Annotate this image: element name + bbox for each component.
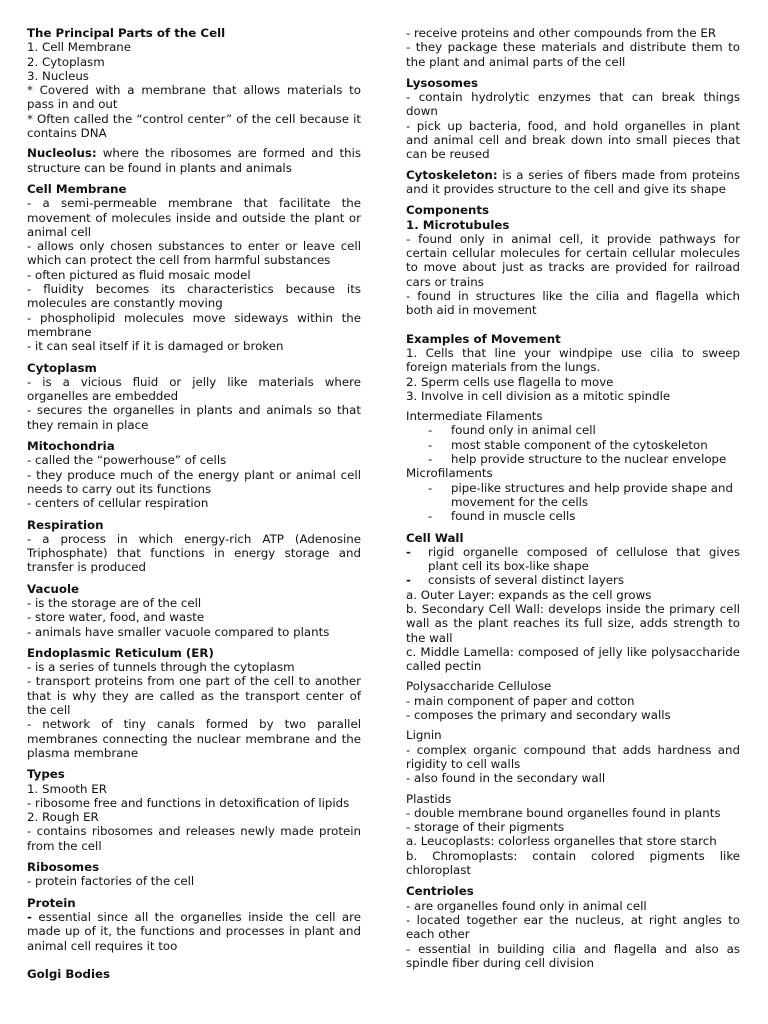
microtubules-line: - found in structures like the cilia and flagella which both aid in movement <box>406 289 740 318</box>
types-heading: Types <box>27 767 65 782</box>
cell-membrane-line: - it can seal itself if it is damaged or broken <box>27 339 284 354</box>
cell-membrane-line: - a semi-permeable membrane that facilitate the movement of molecules inside and outside the plant or animal cell <box>27 196 361 239</box>
intermediate-item <box>406 438 740 452</box>
cell-wall-item-text: consists of several distinct layers <box>428 573 625 588</box>
mitochondria-heading: Mitochondria <box>27 439 115 454</box>
lignin-title: Lignin <box>406 728 442 743</box>
cell-wall-line: b. Secondary Cell Wall: develops inside the primary cell wall as the plant reaches its full size, adds strength to the wall <box>406 601 740 645</box>
cytoplasm-heading: Cytoplasm <box>27 360 97 375</box>
cell-wall-line: a. Outer Layer: expands as the cell grows <box>406 587 652 602</box>
dash-bullet-icon: - <box>428 452 433 467</box>
movement-line: 3. Involve in cell division as a mitotic spindle <box>406 388 671 403</box>
respiration-line: - a process in which energy-rich ATP (Adenosine Triphosphate) that functions in energy storage and transfer is produced <box>27 531 361 575</box>
types-line: 2. Rough ER <box>27 810 99 825</box>
types-line: - ribosome free and functions in detoxification of lipids <box>27 795 350 810</box>
er-line: - network of tiny canals formed by two parallel membranes connecting the nuclear membrane and the plasma membrane <box>27 717 361 760</box>
cell-membrane-line: - phospholipid molecules move sideways within the membrane <box>27 310 361 339</box>
cell-membrane-line: - allows only chosen substances to enter or leave cell which can protect the cell from harmful substances <box>27 239 361 268</box>
cell-membrane-line: - fluidity becomes its characteristics because its molecules are constantly moving <box>27 282 361 311</box>
dash-bullet-icon: - <box>406 544 411 559</box>
plastids-line: - double membrane bound organelles found in plants <box>406 805 721 820</box>
spacer <box>27 953 361 960</box>
microfilaments-item <box>406 509 740 523</box>
document-title: The Principal Parts of the Cell <box>27 26 226 40</box>
vacuole-line: - store water, food, and waste <box>27 610 205 625</box>
microtubules-line: - found only in animal cell, it provide pathways for certain cellular molecules for certain cellular molecules to move about just as tracks are provided for railroad cars or trains <box>406 231 740 289</box>
golgi-line: - receive proteins and other compounds from the ER <box>406 26 717 40</box>
cell-wall-line: c. Middle Lamella: composed of jelly like polysaccharide called pectin <box>406 644 740 674</box>
cellulose-line: - main component of paper and cotton <box>406 693 635 708</box>
nucleolus-paragraph <box>27 146 361 175</box>
dash-bullet-icon: - <box>428 509 433 524</box>
respiration-heading: Respiration <box>27 517 104 532</box>
mitochondria-line: - centers of cellular respiration <box>27 496 209 511</box>
intermediate-item-text: help provide structure to the nuclear envelope <box>451 452 727 467</box>
dash-bullet-icon: - <box>428 437 433 452</box>
vacuole-line: - animals have smaller vacuole compared to plants <box>27 624 330 639</box>
golgi-heading: Golgi Bodies <box>27 966 111 981</box>
cytoplasm-line: - secures the organelles in plants and animals so that they remain in place <box>27 403 361 432</box>
vacuole-heading: Vacuole <box>27 581 79 596</box>
er-line: - transport proteins from one part of the cell to another that is why they are called as the transport center of the cell <box>27 674 361 718</box>
cytoskeleton-label: Cytoskeleton: <box>406 167 498 182</box>
part-item: 2. Cytoplasm <box>27 54 105 69</box>
centrioles-line: - essential in building cilia and flagella and also as spindle fiber during cell division <box>406 941 740 970</box>
components-heading: Components <box>406 203 490 218</box>
microfilaments-item-text: pipe-like structures and help provide shape and movement for the cells <box>451 480 733 509</box>
protein-line <box>27 910 361 953</box>
plastids-title: Plastids <box>406 791 452 806</box>
spacer <box>406 318 740 325</box>
cell-wall-item <box>406 545 740 574</box>
movement-heading: Examples of Movement <box>406 331 561 346</box>
dash-bullet-icon: - <box>428 423 433 438</box>
cellulose-title: Polysaccharide Cellulose <box>406 679 552 694</box>
cell-wall-heading: Cell Wall <box>406 530 464 545</box>
er-heading: Endoplasmic Reticulum (ER) <box>27 645 214 660</box>
cytoplasm-line: - is a vicious fluid or jelly like materials where organelles are embedded <box>27 374 361 404</box>
centrioles-line: - located together ear the nucleus, at right angles to each other <box>406 912 740 942</box>
mitochondria-line: - they produce much of the energy plant or animal cell needs to carry out its functions <box>27 467 361 496</box>
dash-bullet-icon: - <box>428 480 433 495</box>
cytoskeleton-paragraph <box>406 168 740 197</box>
cell-membrane-heading: Cell Membrane <box>27 181 127 196</box>
intermediate-item-text: most stable component of the cytoskeleton <box>451 437 708 452</box>
nucleus-note: * Covered with a membrane that allows materials to pass in and out <box>27 83 361 112</box>
intermediate-item-text: found only in animal cell <box>451 423 596 438</box>
cell-wall-item-text: rigid organelle composed of cellulose that gives plant cell its box-like shape <box>428 544 740 574</box>
lysosomes-heading: Lysosomes <box>406 75 478 90</box>
golgi-line: - they package these materials and distribute them to the plant and animal parts of the cell <box>406 40 740 69</box>
nucleolus-text: where the ribosomes are formed and this structure can be found in plants and animals <box>27 146 361 175</box>
right-column <box>406 26 740 970</box>
part-item: 3. Nucleus <box>27 68 89 83</box>
microfilaments-item-text: found in muscle cells <box>451 509 576 524</box>
dash-bullet-icon: - <box>406 573 411 588</box>
left-column <box>27 26 361 981</box>
movement-line: 2. Sperm cells use flagella to move <box>406 374 614 389</box>
intermediate-item <box>406 452 740 466</box>
lignin-line: - complex organic compound that adds hardness and rigidity to cell walls <box>406 742 740 771</box>
plastids-line: b. Chromoplasts: contain colored pigments like chloroplast <box>406 848 740 878</box>
nucleolus-label: Nucleolus: <box>27 146 97 161</box>
protein-dash: - <box>27 909 32 924</box>
vacuole-line: - is the storage are of the cell <box>27 595 202 610</box>
nucleus-note: * Often called the “control center” of the cell because it contains DNA <box>27 111 361 141</box>
plastids-line: a. Leucoplasts: colorless organelles that store starch <box>406 834 717 849</box>
microfilaments-item <box>406 481 740 510</box>
cell-membrane-line: - often pictured as fluid mosaic model <box>27 267 251 282</box>
microtubules-heading: 1. Microtubules <box>406 217 510 232</box>
plastids-line: - storage of their pigments <box>406 820 565 835</box>
ribosomes-line: - protein factories of the cell <box>27 874 195 889</box>
mitochondria-line: - called the “powerhouse” of cells <box>27 453 227 468</box>
protein-heading: Protein <box>27 895 76 910</box>
types-line: 1. Smooth ER <box>27 781 107 796</box>
cell-wall-item <box>406 573 740 587</box>
centrioles-heading: Centrioles <box>406 884 474 899</box>
cytoskeleton-text: is a series of fibers made from proteins and it provides structure to the cell and give its shape <box>406 167 740 196</box>
protein-text: essential since all the organelles inside the cell are made up of it, the functions and processes in plant and animal cell requires it too <box>27 909 361 953</box>
types-line: - contains ribosomes and releases newly made protein from the cell <box>27 824 361 853</box>
lignin-line: - also found in the secondary wall <box>406 771 606 786</box>
cellulose-line: - composes the primary and secondary walls <box>406 708 671 723</box>
microfilaments-title: Microfilaments <box>406 466 493 481</box>
lysosomes-line: - contain hydrolytic enzymes that can break things down <box>406 90 740 119</box>
intermediate-item <box>406 423 740 437</box>
movement-line: 1. Cells that line your windpipe use cilia to sweep foreign materials from the lungs. <box>406 345 740 375</box>
lysosomes-line: - pick up bacteria, food, and hold organelles in plant and animal cell and break down into small pieces that can be reused <box>406 118 740 162</box>
intermediate-filaments-title: Intermediate Filaments <box>406 409 543 424</box>
centrioles-line: - are organelles found only in animal cell <box>406 898 647 913</box>
er-line: - is a series of tunnels through the cytoplasm <box>27 660 295 675</box>
part-item: 1. Cell Membrane <box>27 40 132 55</box>
ribosomes-heading: Ribosomes <box>27 860 100 875</box>
